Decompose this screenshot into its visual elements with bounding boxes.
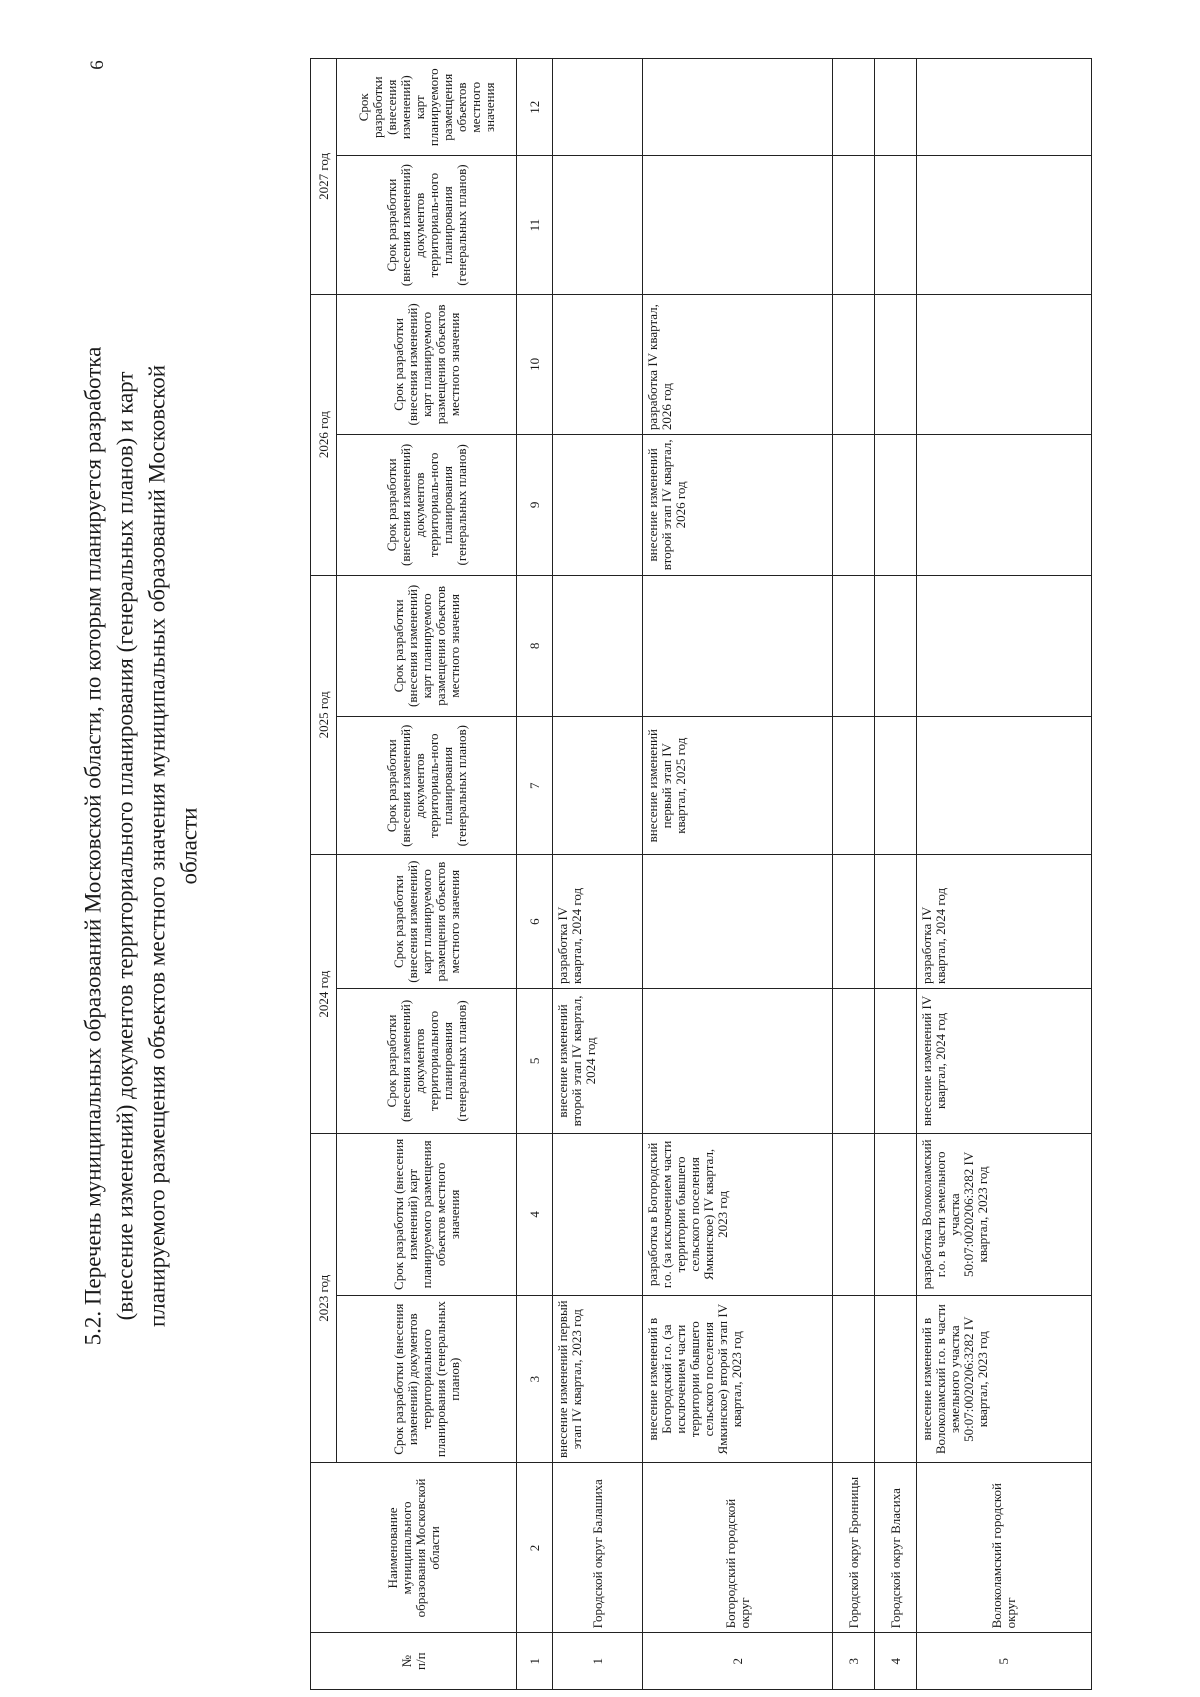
table-cell	[833, 988, 875, 1133]
plan-table	[310, 58, 1092, 1690]
table-cell: разработка IV квартал, 2026 год	[643, 294, 833, 434]
subheader-cell: Срок разработки (внесения изменений) карт планируемого размещения объектов местного значения	[337, 575, 517, 717]
table-cell	[917, 156, 1092, 294]
table-row	[553, 59, 643, 1690]
row-number: 1	[553, 1633, 643, 1690]
subheader-cell: Срок разработки (внесения изменений) документов территориаль-ного планирования (генеральных планов)	[337, 156, 517, 294]
table-cell	[917, 435, 1092, 575]
column-number: 9	[517, 435, 553, 575]
municipality-name: Городской округ Власиха	[875, 1463, 917, 1633]
municipality-name: Городской округ Бронницы	[833, 1463, 875, 1633]
municipality-name: Волоколамский городской округ	[917, 1463, 1092, 1633]
subheader-cell: Срок разработки (внесения изменений) документов территориаль-ного планирования (генеральных планов)	[337, 435, 517, 575]
table-cell	[643, 575, 833, 717]
subheader-cell: Срок разработки (внесения изменений) документов территориаль-ного планирования (генеральных планов)	[337, 717, 517, 855]
column-number: 10	[517, 294, 553, 434]
header-year-2027: 2027 год	[311, 59, 337, 295]
table-cell	[643, 988, 833, 1133]
column-number: 7	[517, 717, 553, 855]
table-cell: внесение изменений в Богородский г.о. (за исключением части территории бывшего сельского поселения Ямкинское) второй этап IV квартал, 2023 год	[643, 1295, 833, 1463]
row-number: 3	[833, 1633, 875, 1690]
table-cell	[643, 855, 833, 989]
header-year-2026: 2026 год	[311, 294, 337, 575]
table-row	[643, 59, 833, 1690]
row-number: 2	[643, 1633, 833, 1690]
column-number: 3	[517, 1295, 553, 1463]
subheader-cell: Срок разработки (внесения изменений) документов территориального планирования (генеральных планов)	[337, 1295, 517, 1463]
table-cell	[875, 435, 917, 575]
table-cell	[553, 1133, 643, 1295]
table-cell	[553, 575, 643, 717]
table-cell	[917, 575, 1092, 717]
header-year-2025: 2025 год	[311, 575, 337, 855]
column-number: 5	[517, 988, 553, 1133]
municipality-name: Городской округ Балашиха	[553, 1463, 643, 1633]
header-year-2023: 2023 год	[311, 1133, 337, 1463]
column-number: 8	[517, 575, 553, 717]
table-cell: внесение изменений в Волоколамский г.о. в части земельного участка 50:07:0020206:3282 IV квартал, 2023 год	[917, 1295, 1092, 1463]
table-cell	[875, 294, 917, 434]
table-cell	[833, 435, 875, 575]
table-row	[833, 59, 875, 1690]
table-cell	[875, 156, 917, 294]
column-number: 12	[517, 59, 553, 157]
table-cell: внесение изменений первый этап IV квартал, 2023 год	[553, 1295, 643, 1463]
table-cell	[553, 156, 643, 294]
table-cell	[833, 855, 875, 989]
page-number: 6	[87, 60, 108, 70]
table-cell	[875, 855, 917, 989]
table-cell	[553, 294, 643, 434]
table-cell	[643, 59, 833, 157]
table-cell	[833, 717, 875, 855]
table-cell	[875, 988, 917, 1133]
header-no: № п/п	[311, 1633, 517, 1690]
table-row	[875, 59, 917, 1690]
table-cell: разработка Волоколамский г.о. в части земельного участка 50:07:0020206:3282 IV квартал, 2023 год	[917, 1133, 1092, 1295]
table-cell	[833, 1295, 875, 1463]
row-number: 5	[917, 1633, 1092, 1690]
subheader-cell: Срок разработки (внесения изменений) карт планируемого размещения объектов местного значения	[337, 59, 517, 157]
table-cell	[833, 294, 875, 434]
table-cell: разработка IV квартал, 2024 год	[917, 855, 1092, 989]
table-cell: внесение изменений первый этап IV квартал, 2025 год	[643, 717, 833, 855]
table-cell: разработка IV квартал, 2024 год	[553, 855, 643, 989]
table-cell	[553, 717, 643, 855]
table-cell	[875, 717, 917, 855]
subheader-cell: Срок разработки (внесения изменений) карт планируемого размещения объектов местного значения	[337, 1133, 517, 1295]
page-title: 5.2. Перечень муниципальных образований Московской области, по которым планируется разработка (внесение изменений) документов территориального планирования (генеральных планов) и карт планируемого размещения объектов местного значения муниципальных образований Московской области	[80, 346, 202, 1346]
table-cell: разработка в Богородский г.о. (за исключением части территории бывшего сельского поселения Ямкинское) IV квартал, 2023 год	[643, 1133, 833, 1295]
row-number: 4	[875, 1633, 917, 1690]
table-cell	[553, 59, 643, 157]
table-cell	[875, 1295, 917, 1463]
table-cell	[643, 156, 833, 294]
table-cell	[833, 156, 875, 294]
table-row	[917, 59, 1092, 1690]
municipality-name: Богородский городской округ	[643, 1463, 833, 1633]
table-cell	[553, 435, 643, 575]
subheader-cell: Срок разработки (внесения изменений) карт планируемого размещения объектов местного значения	[337, 294, 517, 434]
table-cell	[833, 59, 875, 157]
subheader-cell: Срок разработки (внесения изменений) карт планируемого размещения объектов местного значения	[337, 855, 517, 989]
table-cell: внесение изменений IV квартал, 2024 год	[917, 988, 1092, 1133]
table-cell	[917, 59, 1092, 157]
column-number: 1	[517, 1633, 553, 1690]
rotated-table-container	[310, 58, 1190, 1690]
table-cell	[875, 575, 917, 717]
table-cell	[833, 1133, 875, 1295]
column-number: 4	[517, 1133, 553, 1295]
table-cell	[833, 575, 875, 717]
column-number: 11	[517, 156, 553, 294]
table-cell	[917, 717, 1092, 855]
table-cell: внесение изменений второй этап IV квартал, 2024 год	[553, 988, 643, 1133]
table-cell	[875, 59, 917, 157]
table-cell: внесение изменений второй этап IV квартал, 2026 год	[643, 435, 833, 575]
header-name: Наименование муниципального образования Московской области	[311, 1463, 517, 1633]
subheader-cell: Срок разработки (внесения изменений) документов территориального планирования (генеральных планов)	[337, 988, 517, 1133]
header-year-2024: 2024 год	[311, 855, 337, 1134]
column-number: 6	[517, 855, 553, 989]
column-number: 2	[517, 1463, 553, 1633]
table-cell	[875, 1133, 917, 1295]
table-cell	[917, 294, 1092, 434]
